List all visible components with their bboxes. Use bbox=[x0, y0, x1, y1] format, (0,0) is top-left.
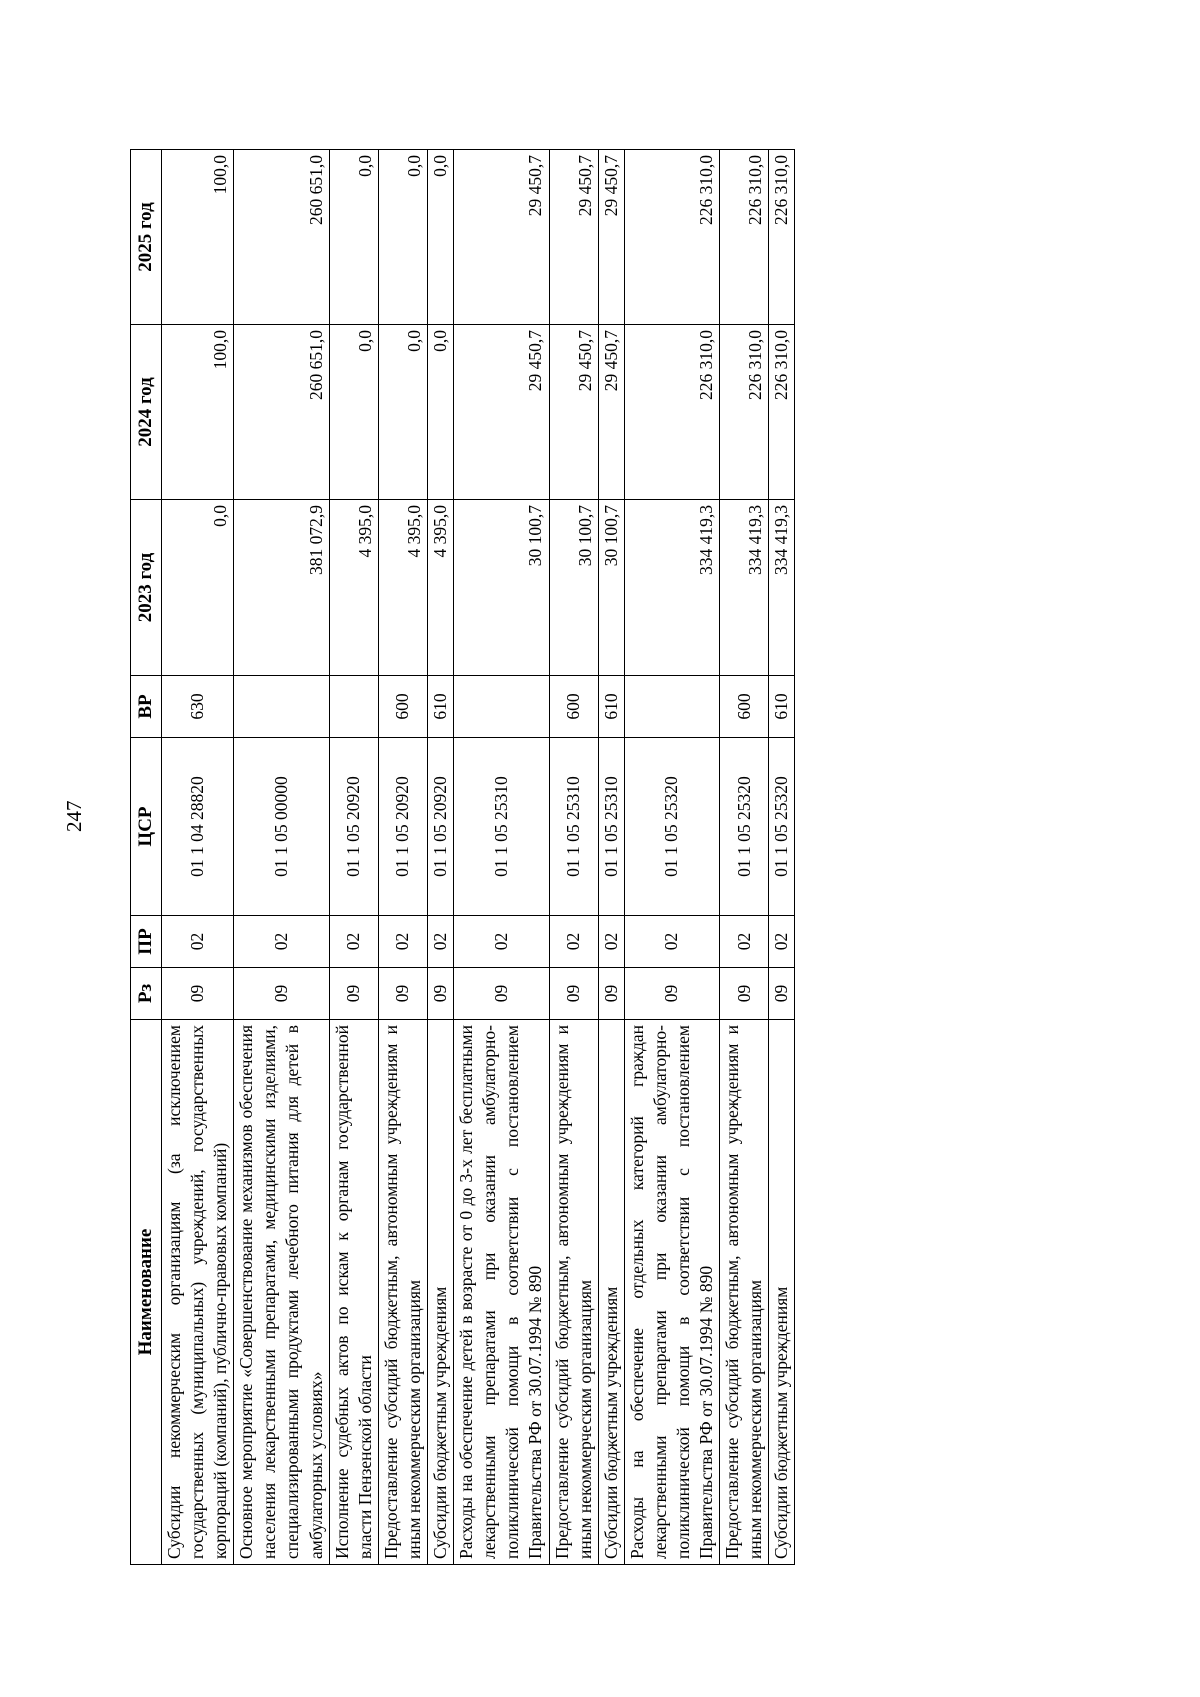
cell-2023: 30 100,7 bbox=[549, 500, 598, 676]
cell-rz: 09 bbox=[624, 968, 719, 1020]
cell-csr: 01 1 05 20920 bbox=[329, 738, 378, 916]
table-row bbox=[378, 150, 427, 1565]
cell-2025: 0,0 bbox=[378, 150, 427, 325]
cell-csr: 01 1 05 20920 bbox=[428, 738, 454, 916]
cell-name: Исполнение судебных актов по искам к органам государственной власти Пензенской области bbox=[329, 1020, 378, 1565]
cell-vr: 630 bbox=[162, 676, 234, 738]
cell-vr bbox=[329, 676, 378, 738]
cell-vr bbox=[624, 676, 719, 738]
cell-rz: 09 bbox=[454, 968, 549, 1020]
cell-2025: 29 450,7 bbox=[454, 150, 549, 325]
cell-rz: 09 bbox=[234, 968, 329, 1020]
cell-rz: 09 bbox=[428, 968, 454, 1020]
cell-csr: 01 1 04 28820 bbox=[162, 738, 234, 916]
cell-pr: 02 bbox=[329, 916, 378, 968]
cell-2024: 226 310,0 bbox=[624, 325, 719, 500]
cell-name: Субсидии бюджетным учреждениям bbox=[598, 1020, 624, 1565]
cell-2023: 381 072,9 bbox=[234, 500, 329, 676]
budget-table bbox=[130, 149, 795, 1565]
cell-rz: 09 bbox=[598, 968, 624, 1020]
header-vr: ВР bbox=[131, 676, 162, 738]
cell-2023: 334 419,3 bbox=[769, 500, 795, 676]
cell-2023: 30 100,7 bbox=[454, 500, 549, 676]
cell-pr: 02 bbox=[769, 916, 795, 968]
table-row bbox=[769, 150, 795, 1565]
header-name: Наименование bbox=[131, 1020, 162, 1565]
cell-pr: 02 bbox=[624, 916, 719, 968]
cell-name: Расходы на обеспечение детей в возрасте от 0 до 3-х лет бесплатными лекарственными препаратами при оказании амбулаторно-поликлинической помощи в соответствии с постановлением Правительства РФ от 30.07.1994 № 890 bbox=[454, 1020, 549, 1565]
cell-vr bbox=[454, 676, 549, 738]
cell-2024: 0,0 bbox=[428, 325, 454, 500]
cell-vr: 600 bbox=[720, 676, 769, 738]
table-row bbox=[329, 150, 378, 1565]
cell-2024: 29 450,7 bbox=[454, 325, 549, 500]
cell-vr: 610 bbox=[428, 676, 454, 738]
cell-pr: 02 bbox=[720, 916, 769, 968]
cell-rz: 09 bbox=[549, 968, 598, 1020]
cell-name: Основное мероприятие «Совершенствование механизмов обеспечения населения лекарственными препаратами, медицинскими изделиями, специализированными продуктами лечебного питания для детей в амбулаторных условиях» bbox=[234, 1020, 329, 1565]
table-row bbox=[162, 150, 234, 1565]
cell-pr: 02 bbox=[234, 916, 329, 968]
rotated-page-content bbox=[130, 150, 954, 1565]
cell-2023: 4 395,0 bbox=[329, 500, 378, 676]
cell-vr: 610 bbox=[598, 676, 624, 738]
cell-2024: 226 310,0 bbox=[769, 325, 795, 500]
table-row bbox=[428, 150, 454, 1565]
cell-2025: 226 310,0 bbox=[624, 150, 719, 325]
cell-2024: 29 450,7 bbox=[549, 325, 598, 500]
cell-2025: 0,0 bbox=[329, 150, 378, 325]
cell-csr: 01 1 05 25320 bbox=[720, 738, 769, 916]
cell-name: Предоставление субсидий бюджетным, автономным учреждениям и иным некоммерческим организациям bbox=[378, 1020, 427, 1565]
cell-csr: 01 1 05 25310 bbox=[454, 738, 549, 916]
cell-2025: 260 651,0 bbox=[234, 150, 329, 325]
cell-2024: 29 450,7 bbox=[598, 325, 624, 500]
cell-vr: 600 bbox=[549, 676, 598, 738]
cell-vr bbox=[234, 676, 329, 738]
cell-vr: 600 bbox=[378, 676, 427, 738]
cell-2023: 30 100,7 bbox=[598, 500, 624, 676]
cell-rz: 09 bbox=[720, 968, 769, 1020]
cell-csr: 01 1 05 25310 bbox=[549, 738, 598, 916]
cell-2023: 334 419,3 bbox=[720, 500, 769, 676]
cell-2023: 4 395,0 bbox=[378, 500, 427, 676]
header-2023: 2023 год bbox=[131, 500, 162, 676]
header-csr: ЦСР bbox=[131, 738, 162, 916]
cell-2023: 334 419,3 bbox=[624, 500, 719, 676]
header-pr: ПР bbox=[131, 916, 162, 968]
table-row bbox=[720, 150, 769, 1565]
cell-pr: 02 bbox=[378, 916, 427, 968]
cell-2024: 226 310,0 bbox=[720, 325, 769, 500]
header-2025: 2025 год bbox=[131, 150, 162, 325]
cell-2025: 29 450,7 bbox=[598, 150, 624, 325]
table-header-row bbox=[131, 150, 162, 1565]
cell-2025: 29 450,7 bbox=[549, 150, 598, 325]
cell-pr: 02 bbox=[428, 916, 454, 968]
table-row bbox=[549, 150, 598, 1565]
cell-name: Субсидии бюджетным учреждениям bbox=[769, 1020, 795, 1565]
cell-rz: 09 bbox=[162, 968, 234, 1020]
table-row bbox=[234, 150, 329, 1565]
cell-2023: 4 395,0 bbox=[428, 500, 454, 676]
table-row bbox=[598, 150, 624, 1565]
table-row bbox=[624, 150, 719, 1565]
cell-pr: 02 bbox=[598, 916, 624, 968]
cell-csr: 01 1 05 25320 bbox=[624, 738, 719, 916]
table-row bbox=[454, 150, 549, 1565]
cell-name: Субсидии некоммерческим организациям (за исключением государственных (муниципальных) учреждений, государственных корпораций (компаний), публично-правовых компаний) bbox=[162, 1020, 234, 1565]
cell-2024: 0,0 bbox=[378, 325, 427, 500]
cell-2025: 0,0 bbox=[428, 150, 454, 325]
cell-rz: 09 bbox=[769, 968, 795, 1020]
header-rz: Рз bbox=[131, 968, 162, 1020]
header-2024: 2024 год bbox=[131, 325, 162, 500]
cell-2025: 226 310,0 bbox=[720, 150, 769, 325]
cell-csr: 01 1 05 20920 bbox=[378, 738, 427, 916]
cell-rz: 09 bbox=[378, 968, 427, 1020]
cell-2024: 0,0 bbox=[329, 325, 378, 500]
cell-name: Предоставление субсидий бюджетным, автономным учреждениям и иным некоммерческим организациям bbox=[549, 1020, 598, 1565]
page-number: 247 bbox=[62, 800, 86, 832]
cell-csr: 01 1 05 25320 bbox=[769, 738, 795, 916]
cell-name: Субсидии бюджетным учреждениям bbox=[428, 1020, 454, 1565]
cell-name: Предоставление субсидий бюджетным, автономным учреждениям и иным некоммерческим организациям bbox=[720, 1020, 769, 1565]
cell-2025: 100,0 bbox=[162, 150, 234, 325]
cell-2023: 0,0 bbox=[162, 500, 234, 676]
cell-rz: 09 bbox=[329, 968, 378, 1020]
cell-2024: 260 651,0 bbox=[234, 325, 329, 500]
cell-pr: 02 bbox=[549, 916, 598, 968]
cell-pr: 02 bbox=[454, 916, 549, 968]
cell-csr: 01 1 05 25310 bbox=[598, 738, 624, 916]
cell-2025: 226 310,0 bbox=[769, 150, 795, 325]
cell-csr: 01 1 05 00000 bbox=[234, 738, 329, 916]
cell-pr: 02 bbox=[162, 916, 234, 968]
cell-name: Расходы на обеспечение отдельных категорий граждан лекарственными препаратами при оказании амбулаторно-поликлинической помощи в соответствии с постановлением Правительства РФ от 30.07.1994 № 890 bbox=[624, 1020, 719, 1565]
cell-vr: 610 bbox=[769, 676, 795, 738]
cell-2024: 100,0 bbox=[162, 325, 234, 500]
